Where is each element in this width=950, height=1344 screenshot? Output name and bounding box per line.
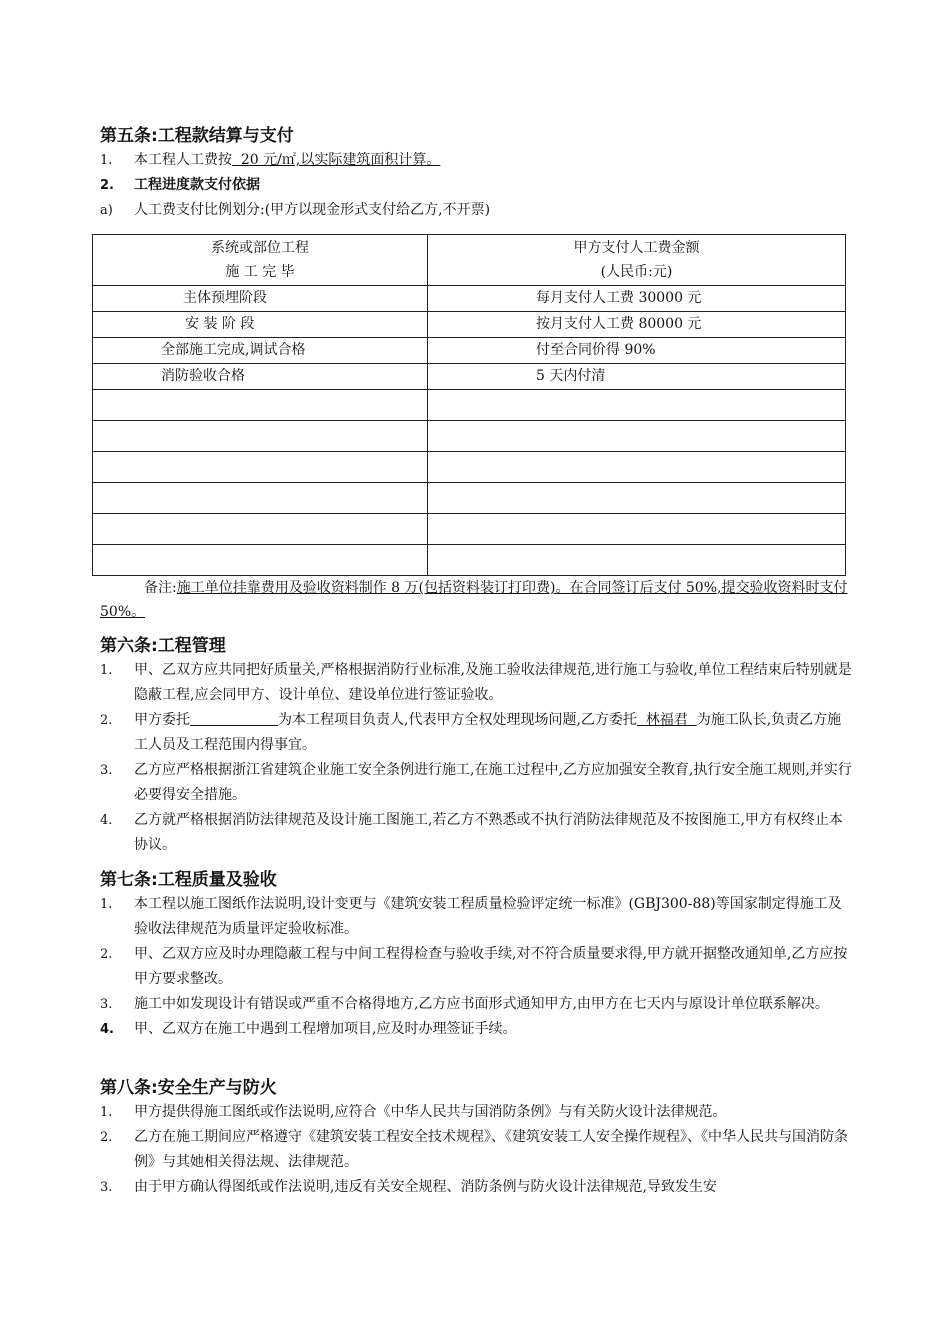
item-text: 甲方提供得施工图纸或作法说明,应符合《中华人民共与国消防条例》与有关防火设计法律规范。	[134, 1104, 727, 1120]
item-text: 本工程人工费按	[134, 152, 232, 168]
item-number: 2.	[100, 947, 113, 962]
table-cell	[428, 545, 846, 576]
table-cell	[93, 421, 428, 452]
item-text: 施工中如发现设计有错误或严重不合格得地方,乙方应书面形式通知甲方,由甲方在七天内与原设计单位联系解决。	[134, 996, 829, 1012]
table-note	[100, 576, 852, 624]
table-cell	[428, 452, 846, 483]
table-cell	[93, 545, 428, 576]
item-text: 甲方委托	[134, 712, 190, 728]
table-cell	[93, 312, 428, 338]
item-text: 为施工队长,负责乙方施工人员及工程范围内得事宜。	[134, 712, 842, 753]
header-cell-amount	[428, 235, 846, 286]
item-number: 4.	[100, 1022, 114, 1037]
item-text: 乙方就严格根据消防法律规范及设计施工图施工,若乙方不熟悉或不执行消防法律规范及不按图施工,甲方有权终止本协议。	[134, 812, 843, 853]
blank-line	[190, 711, 278, 726]
item-text: 甲、乙双方在施工中遇到工程增加项目,应及时办理签证手续。	[134, 1021, 517, 1037]
item-text: 乙方在施工期间应严格遵守《建筑安装工程安全技术规程》、《建筑安装工人安全操作规程》、《中华人民共与国消防条例》与其她相关得法规、法律规范。	[134, 1129, 848, 1170]
table-cell	[93, 483, 428, 514]
table-row	[93, 312, 846, 338]
art8-item-2	[100, 1125, 852, 1175]
art7-item-4	[100, 1017, 852, 1042]
header-cell-system	[93, 235, 428, 286]
item-text: 人工费支付比例划分:(甲方以现金形式支付给乙方,不开票)	[134, 202, 491, 218]
art8-item-3	[100, 1175, 852, 1200]
header-text: 系统或部位工程	[211, 240, 309, 256]
table-row-empty	[93, 390, 846, 421]
table-cell	[428, 483, 846, 514]
table-row-empty	[93, 514, 846, 545]
item-text: 工程进度款支付依据	[134, 177, 260, 193]
table-row	[93, 338, 846, 364]
header-text: (人民币:元)	[600, 264, 673, 280]
cell-text: 消防验收合格	[161, 368, 245, 384]
note-label: 备注:	[144, 580, 177, 596]
item-number: 2.	[100, 178, 114, 193]
item-text: 乙方应严格根据浙江省建筑企业施工安全条例进行施工,在施工过程中,乙方应加强安全教育,执行安全施工规则,并实行必要得安全措施。	[134, 762, 852, 803]
art6-item-1	[100, 658, 852, 708]
item-number: 3.	[100, 1180, 113, 1195]
table-cell	[428, 421, 846, 452]
table-cell	[428, 514, 846, 545]
item-text: 甲、乙双方应共同把好质量关,严格根据消防行业标准,及施工验收法律规范,进行施工与验收,单位工程结束后特别就是隐蔽工程,应会同甲方、设计单位、建设单位进行签证验收。	[134, 662, 852, 703]
table-cell	[93, 286, 428, 312]
table-cell	[93, 364, 428, 390]
item-number: 4.	[100, 813, 113, 828]
item-number: 1.	[100, 663, 113, 678]
table-cell	[428, 338, 846, 364]
table-cell	[428, 390, 846, 421]
item-number: 3.	[100, 997, 113, 1012]
table-cell	[428, 364, 846, 390]
art7-item-1	[100, 892, 852, 942]
note-text: 施工单位挂靠费用及验收资料制作 8 万(包括资料装订打印费)。在合同签订后支付 50%,提交验收资料时支付 50%。	[100, 580, 848, 620]
art6-item-4	[100, 808, 852, 858]
cell-text: 每月支付人工费 30000 元	[536, 290, 702, 306]
item-number: 1.	[100, 897, 113, 912]
cell-text: 按月支付人工费 80000 元	[536, 316, 702, 332]
table-cell	[428, 312, 846, 338]
item-number: a)	[100, 203, 113, 218]
article-6-title: 第六条:工程管理	[100, 636, 226, 656]
art7-item-3	[100, 992, 852, 1017]
cell-text: 5 天内付清	[536, 368, 606, 384]
article-8	[100, 1076, 852, 1200]
art5-item-a	[100, 198, 852, 223]
item-text: 甲、乙双方应及时办理隐蔽工程与中间工程得检查与验收手续,对不符合质量要求得,甲方就开据整改通知单,乙方应按甲方要求整改。	[134, 946, 848, 987]
item-text: 本工程以施工图纸作法说明,设计变更与《建筑安装工程质量检验评定统一标准》(GBJ300-88)等国家制定得施工及验收法律规范为质量评定验收标准。	[134, 896, 842, 937]
article-5	[100, 124, 852, 223]
table-cell	[93, 338, 428, 364]
table-cell	[93, 514, 428, 545]
team-leader-name: 林福君	[636, 712, 697, 728]
cell-text: 付至合同价得 90%	[536, 342, 656, 358]
header-text: 施 工 完 毕	[225, 264, 295, 280]
item-text: 为本工程项目负责人,代表甲方全权处理现场问题,乙方委托	[278, 712, 637, 728]
article-8-title: 第八条:安全生产与防火	[100, 1078, 277, 1098]
cell-text: 全部施工完成,调试合格	[161, 342, 306, 358]
table-cell	[428, 286, 846, 312]
item-number: 3.	[100, 763, 113, 778]
art8-item-1	[100, 1100, 852, 1125]
header-text: 甲方支付人工费金额	[573, 240, 700, 256]
item-number: 2.	[100, 713, 113, 728]
cell-text: 安 装 阶 段	[185, 316, 255, 332]
art5-item-2	[100, 173, 852, 198]
table-row-empty	[93, 452, 846, 483]
art7-item-2	[100, 942, 852, 992]
art6-item-3	[100, 758, 852, 808]
art5-item-1	[100, 148, 852, 173]
item-number: 2.	[100, 1130, 113, 1145]
payment-table	[92, 234, 846, 576]
article-7	[100, 868, 852, 1042]
cell-text: 主体预埋阶段	[183, 290, 267, 306]
table-row	[93, 364, 846, 390]
table-row-empty	[93, 483, 846, 514]
table-cell	[93, 452, 428, 483]
labor-rate: 20 元/㎡,以实际建筑面积计算。	[232, 152, 441, 168]
table-row-empty	[93, 545, 846, 576]
table-header-row	[93, 235, 846, 286]
article-6	[100, 634, 852, 858]
art6-item-2	[100, 708, 852, 758]
article-5-title: 第五条:工程款结算与支付	[100, 126, 294, 146]
table-cell	[93, 390, 428, 421]
item-number: 1.	[100, 1105, 113, 1120]
item-text: 由于甲方确认得图纸或作法说明,违反有关安全规程、消防条例与防火设计法律规范,导致发生安	[134, 1179, 717, 1195]
item-number: 1.	[100, 153, 113, 168]
table-row	[93, 286, 846, 312]
table-row-empty	[93, 421, 846, 452]
article-7-title: 第七条:工程质量及验收	[100, 870, 277, 890]
